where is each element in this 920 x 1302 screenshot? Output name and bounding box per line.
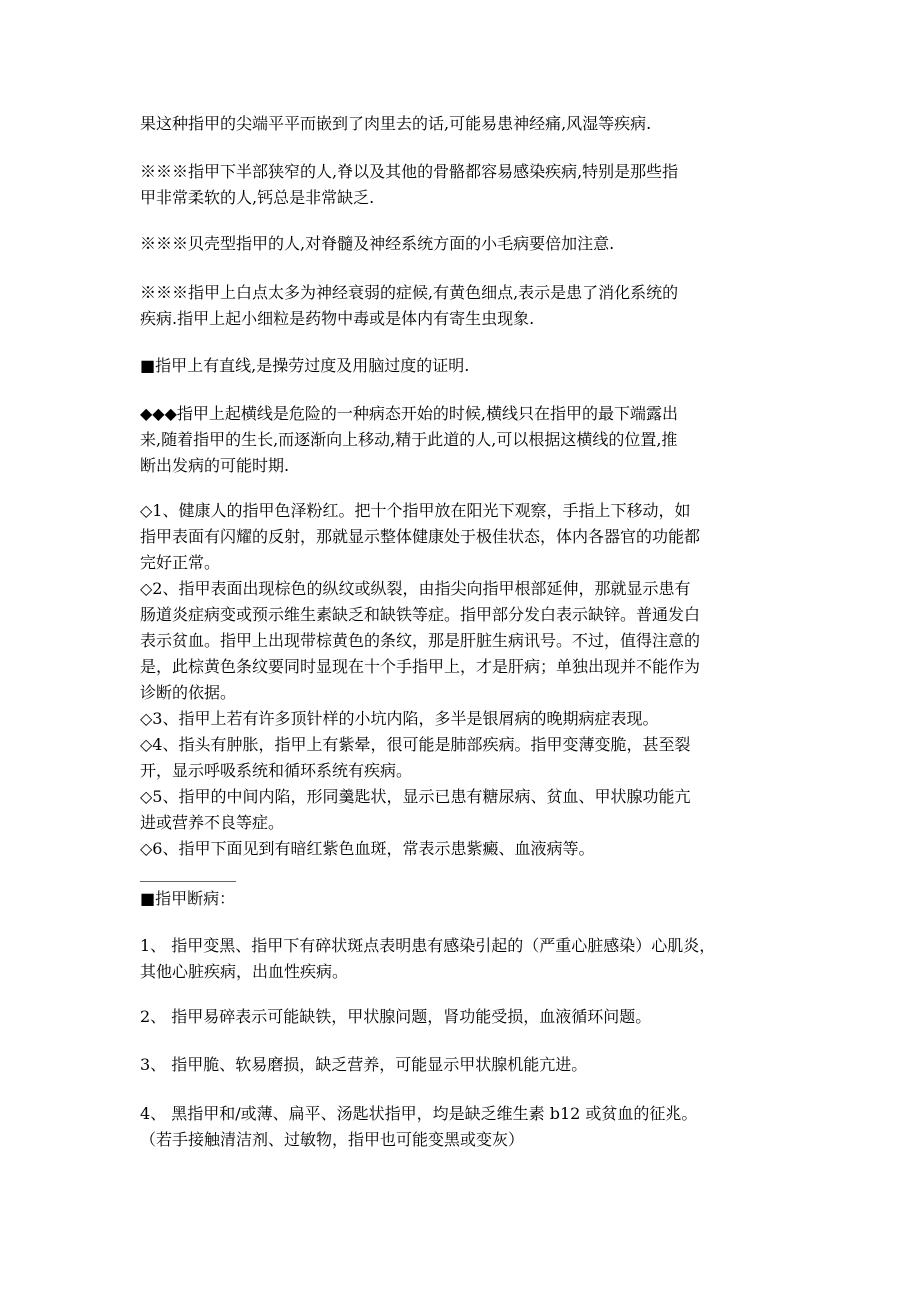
text-line: ※※※贝壳型指甲的人,对脊髓及神经系统方面的小毛病要倍加注意. [140,234,615,253]
paragraph-narrow-nail [140,159,800,211]
text-line: 表示贫血。指甲上出现带棕黄色的条纹，那是肝脏生病讯号。不过，值得注意的 [140,631,701,650]
text-line: 其他心脏疾病，出血性疾病。 [140,962,349,981]
text-line: ◇1、健康人的指甲色泽粉红。把十个指甲放在阳光下观察，手指上下移动，如 [140,501,691,520]
text-line: 肠道炎症病变或预示维生素缺乏和缺铁等症。指甲部分发白表示缺锌。普通发白 [140,605,701,624]
divider-line: ____________ [140,863,236,882]
text-line: 开，显示呼吸系统和循环系统有疾病。 [140,761,413,780]
text-line: 完好正常。 [140,553,221,572]
text-line: 1、 指甲变黑、指甲下有碎状斑点表明患有感染引起的（严重心脏感染）心肌炎， [140,936,716,955]
text-line: 果这种指甲的尖端平平而嵌到了肉里去的话,可能易患神经痛,风湿等疾病. [140,114,652,133]
paragraph-horizontal-lines [140,401,800,479]
text-line: 断出发病的可能时期. [140,456,290,475]
text-line: 指甲表面有闪耀的反射，那就显示整体健康处于极佳状态，体内各器官的功能都 [140,527,701,546]
paragraph-numbered-signs [140,498,800,862]
text-line: 3、 指甲脆、软易磨损，缺乏营养，可能显示甲状腺机能亢进。 [140,1055,588,1074]
text-line: ◇4、指头有肿胀，指甲上有紫晕，很可能是肺部疾病。指甲变薄变脆，甚至裂 [140,735,691,754]
text-line: ■指甲上有直线,是操劳过度及用脑过度的证明. [140,356,470,375]
text-line: ◇3、指甲上若有许多顶针样的小坑内陷，多半是银屑病的晚期病症表现。 [140,709,659,728]
paragraph-shell-nail [140,231,800,257]
text-line: ◇5、指甲的中间内陷，形同羹匙状，显示已患有糖尿病、贫血、甲状腺功能亢 [140,787,691,806]
heading-nail-diagnosis: ■指甲断病： [140,889,236,908]
paragraph-vertical-lines [140,353,800,379]
text-line: 甲非常柔软的人,钙总是非常缺乏. [140,188,375,207]
text-line: （若手接触清洁剂、过敏物，指甲也可能变黑或变灰） [140,1130,525,1149]
list-item-3 [140,1052,800,1078]
paragraph-nail-tip [140,111,800,137]
text-line: 是，此棕黄色条纹要同时显现在十个手指甲上，才是肝病；单独出现并不能作为 [140,657,701,676]
text-line: 来,随着指甲的生长,而逐渐向上移动,精于此道的人,可以根据这横线的位置,推 [140,430,678,449]
section-heading [140,860,800,912]
text-line: ※※※指甲上白点太多为神经衰弱的症候,有黄色细点,表示是患了消化系统的 [140,283,679,302]
text-line: 2、 指甲易碎表示可能缺铁，甲状腺问题，肾功能受损，血液循环问题。 [140,1007,652,1026]
text-line: ※※※指甲下半部狭窄的人,脊以及其他的骨骼都容易感染疾病,特别是那些指 [140,162,679,181]
text-line: ◇6、指甲下面见到有暗红紫色血斑，常表示患紫癜、血液病等。 [140,839,595,858]
text-line: 疾病.指甲上起小细粒是药物中毒或是体内有寄生虫现象. [140,309,535,328]
list-item-1 [140,933,800,985]
list-item-2 [140,1004,800,1030]
text-line: 诊断的依据。 [140,683,237,702]
text-line: 进或营养不良等症。 [140,813,285,832]
text-line: 4、 黑指甲和/或薄、扁平、汤匙状指甲，均是缺乏维生素 b12 或贫血的征兆。 [140,1104,698,1123]
paragraph-white-spots [140,280,800,332]
text-line: ◆◆◆指甲上起横线是危险的一种病态开始的时候,横线只在指甲的最下端露出 [140,404,679,423]
list-item-4 [140,1101,800,1153]
text-line: ◇2、指甲表面出现棕色的纵纹或纵裂，由指尖向指甲根部延伸，那就显示患有 [140,579,691,598]
